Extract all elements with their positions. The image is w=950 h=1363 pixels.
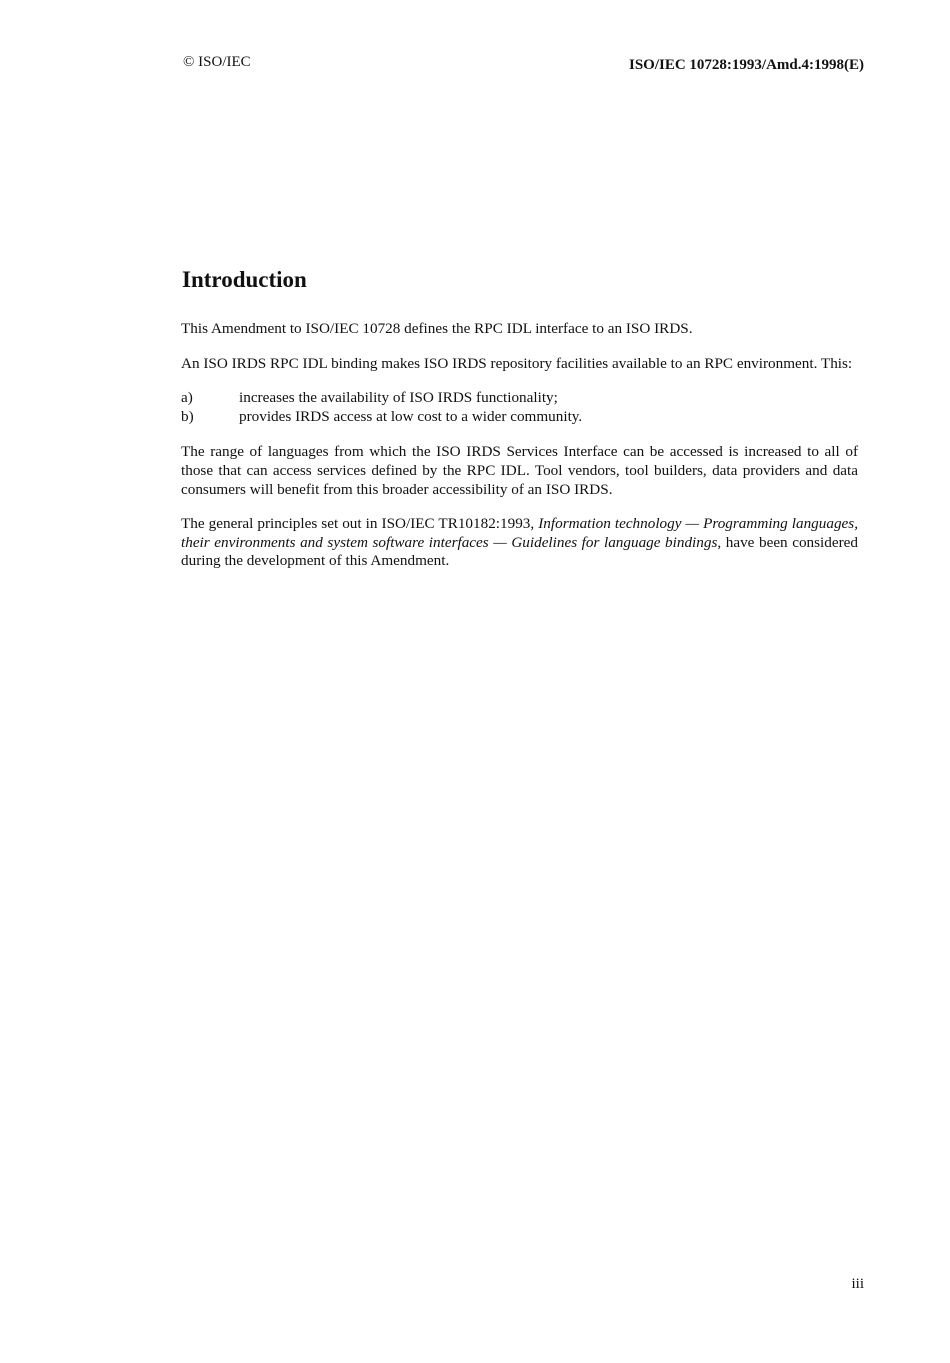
page-number: iii [851,1276,864,1292]
list-marker: b) [181,407,194,425]
page-title: Introduction [182,267,307,292]
list-item [181,389,858,408]
paragraph-scope: This Amendment to ISO/IEC 10728 defines the RPC IDL interface to an ISO IRDS. [181,320,693,337]
principles-text-start: The general principles set out in ISO/IEC TR10182:1993, [181,515,539,533]
paragraph-languages: The range of languages from which the ISO IRDS Services Interface can be accessed is increased to all of those that can access services defined by the RPC IDL. Tool vendors, tool builders, data providers and data consumers will benefit from this broader accessibility of an ISO IRDS. [181,443,858,498]
paragraph-principles [181,515,858,571]
list-item-text: increases the availability of ISO IRDS functionality; [239,389,558,407]
main-content [181,320,858,587]
principles-text-end: , have been considered during the development of this Amendment. [181,533,859,570]
paragraph-binding: An ISO IRDS RPC IDL binding makes ISO IRDS repository facilities available to an RPC environment. This: [181,354,853,372]
list-marker: a) [181,389,193,407]
header-standard-id: ISO/IEC 10728:1993/Amd.4:1998(E) [628,57,864,73]
principles-reference-title: Information technology — Programming languages, their environments and system software interfaces — Guidelines for language bindings [181,515,858,551]
header-copyright: © ISO/IEC [183,54,251,70]
list-item-text: provides IRDS access at low cost to a wider community. [239,407,583,425]
benefits-list [181,389,858,426]
list-item [181,408,858,427]
